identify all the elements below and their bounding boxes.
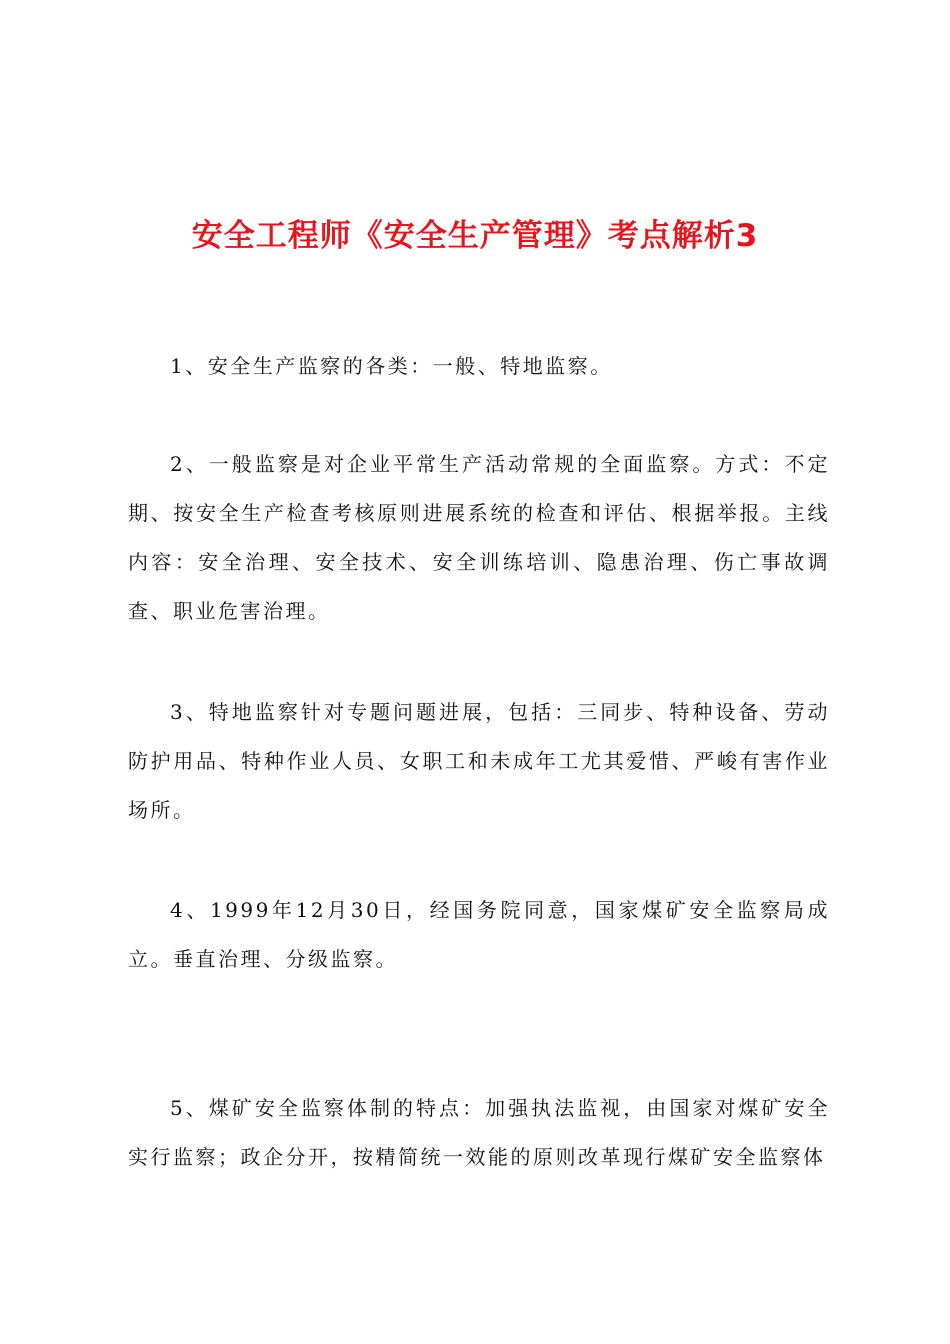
paragraph-1: 1、安全生产监察的各类：一般、特地监察。 (170, 354, 613, 378)
paragraph-4: 4、1999年12月30日，经国务院同意，国家煤矿安全监察局成立。垂直治理、分级监察。 (128, 898, 830, 971)
paragraph-3: 3、特地监察针对专题问题进展，包括：三同步、特种设备、劳动防护用品、特种作业人员、女职工和未成年工尤其爱惜、严峻有害作业场所。 (128, 700, 830, 822)
paragraph-5: 5、煤矿安全监察体制的特点：加强执法监视，由国家对煤矿安全实行监察；政企分开，按精简统一效能的原则改革现行煤矿安全监察体 (128, 1096, 830, 1169)
document-title: 安全工程师《安全生产管理》考点解析3 (191, 218, 759, 254)
paragraph-2: 2、一般监察是对企业平常生产活动常规的全面监察。方式：不定期、按安全生产检查考核原则进展系统的检查和评估、根据举报。主线内容：安全治理、安全技术、安全训练培训、隐患治理、伤亡事故调查、职业危害治理。 (128, 452, 830, 623)
